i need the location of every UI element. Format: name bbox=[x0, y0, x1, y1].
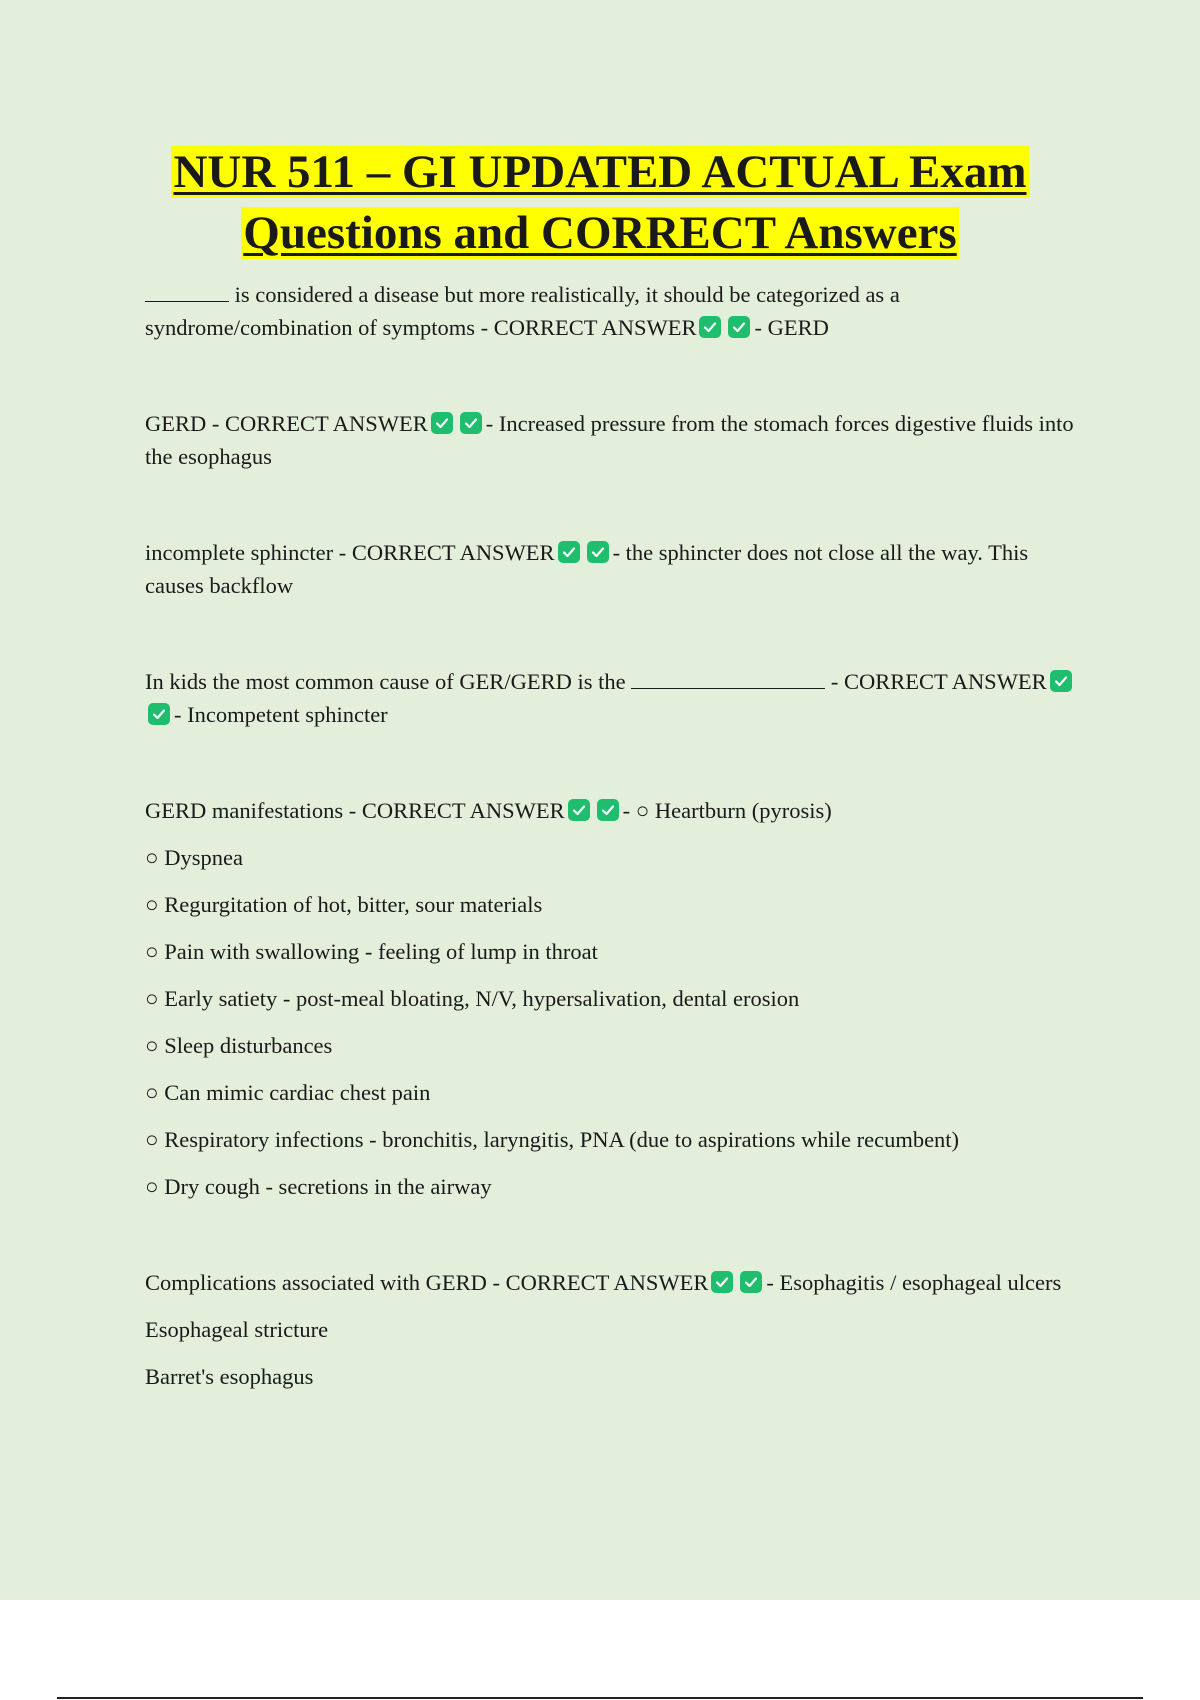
question-text: GERD manifestations bbox=[145, 798, 344, 823]
qa-text bbox=[145, 665, 1085, 731]
answer-text: - the sphincter does not close all the way. This causes backflow bbox=[145, 540, 1029, 598]
question-text: incomplete sphincter bbox=[145, 540, 334, 565]
check-mark-icon bbox=[597, 799, 619, 821]
qa-item bbox=[145, 665, 1085, 731]
qa-item bbox=[145, 1266, 1085, 1393]
answer-list-item: ○ Pain with swallowing - feeling of lump in throat bbox=[145, 939, 598, 964]
question-text: GERD bbox=[145, 411, 207, 436]
correct-answer-label: - CORRECT ANSWER bbox=[338, 540, 555, 565]
answer-list-item: Esophageal stricture bbox=[145, 1317, 329, 1342]
qa-item bbox=[145, 278, 1085, 344]
check-mark-icon bbox=[587, 541, 609, 563]
question-text: is considered a disease but more realistically, it should be categorized as a syndrome/combination of symptoms bbox=[145, 282, 900, 340]
answer-list-item: ○ Respiratory infections - bronchitis, laryngitis, PNA (due to aspirations while recumbent) bbox=[145, 1127, 960, 1152]
check-mark-icon bbox=[1050, 670, 1072, 692]
answer-list-item: ○ Dyspnea bbox=[145, 845, 243, 870]
question-text: In kids the most common cause of GER/GERD is the bbox=[145, 669, 626, 694]
qa-text bbox=[145, 536, 1085, 602]
answer-list-item: ○ Sleep disturbances bbox=[145, 1033, 333, 1058]
check-mark-icon bbox=[728, 316, 750, 338]
qa-list bbox=[145, 278, 1085, 1456]
check-mark-icon bbox=[431, 412, 453, 434]
correct-answer-label: - CORRECT ANSWER bbox=[348, 798, 565, 823]
answer-text: - ○ Heartburn (pyrosis) bbox=[622, 798, 832, 823]
qa-item bbox=[145, 794, 1085, 1203]
title-line-1: NUR 511 – GI UPDATED ACTUAL Exam bbox=[173, 146, 1027, 198]
check-mark-icon bbox=[699, 316, 721, 338]
check-mark-icon bbox=[740, 1271, 762, 1293]
check-mark-icon bbox=[558, 541, 580, 563]
qa-text bbox=[145, 278, 1085, 344]
answer-text: - GERD bbox=[754, 315, 829, 340]
answer-list-item: ○ Early satiety - post-meal bloating, N/V, hypersalivation, dental erosion bbox=[145, 986, 800, 1011]
answer-text: - Esophagitis / esophageal ulcers bbox=[766, 1270, 1062, 1295]
qa-text bbox=[145, 794, 1085, 827]
qa-item bbox=[145, 536, 1085, 602]
check-mark-icon bbox=[460, 412, 482, 434]
fill-blank bbox=[145, 283, 229, 302]
correct-answer-label: - CORRECT ANSWER bbox=[492, 1270, 709, 1295]
correct-answer-label: - CORRECT ANSWER bbox=[211, 411, 428, 436]
title-line-2: Questions and CORRECT Answers bbox=[243, 207, 957, 259]
qa-text bbox=[145, 407, 1085, 473]
answer-list-item: ○ Can mimic cardiac chest pain bbox=[145, 1080, 431, 1105]
check-mark-icon bbox=[711, 1271, 733, 1293]
fill-blank bbox=[631, 670, 825, 689]
check-mark-icon bbox=[148, 703, 170, 725]
answer-list-item: ○ Dry cough - secretions in the airway bbox=[145, 1174, 492, 1199]
document-title bbox=[0, 142, 1200, 264]
question-text: Complications associated with GERD bbox=[145, 1270, 487, 1295]
correct-answer-label: - CORRECT ANSWER bbox=[830, 669, 1047, 694]
qa-item bbox=[145, 407, 1085, 473]
qa-text bbox=[145, 1266, 1085, 1299]
answer-text: - Incompetent sphincter bbox=[174, 702, 388, 727]
answer-list-item: Barret's esophagus bbox=[145, 1364, 314, 1389]
answer-list-item: ○ Regurgitation of hot, bitter, sour materials bbox=[145, 892, 543, 917]
correct-answer-label: - CORRECT ANSWER bbox=[480, 315, 697, 340]
footer-divider bbox=[57, 1697, 1143, 1699]
answer-text: - Increased pressure from the stomach forces digestive fluids into the esophagus bbox=[145, 411, 1074, 469]
check-mark-icon bbox=[568, 799, 590, 821]
